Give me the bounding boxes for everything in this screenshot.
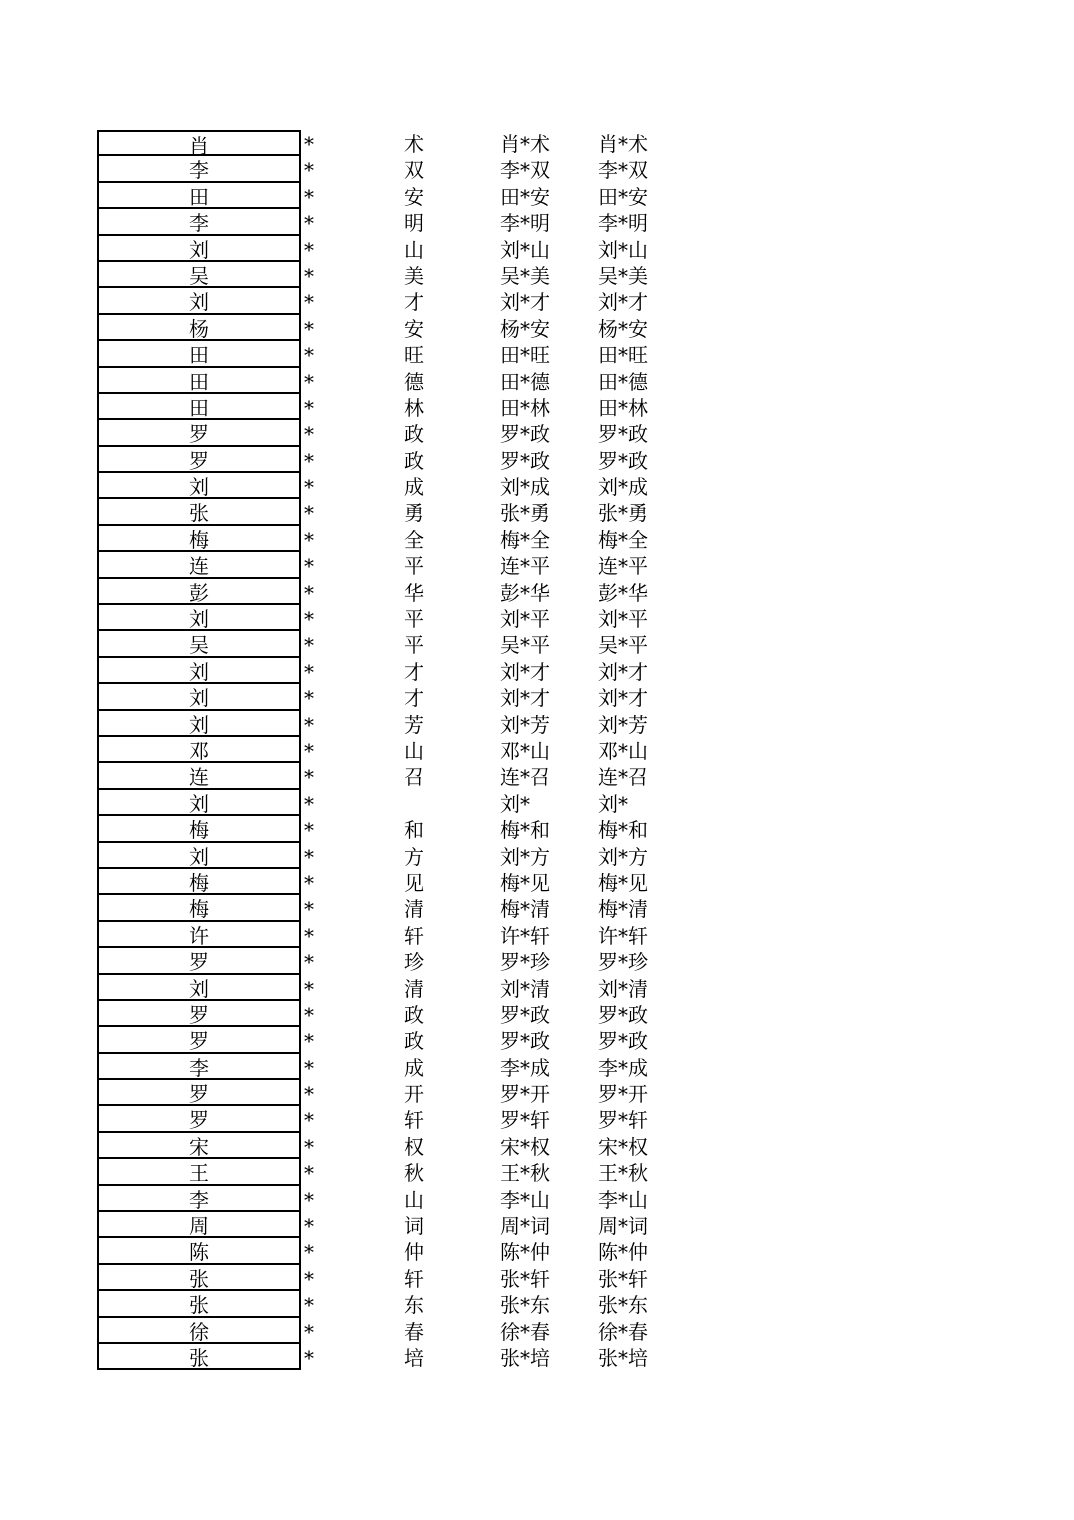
masked-name-b-cell: 陈*仲 <box>598 1240 648 1265</box>
surname-cell: 刘 <box>97 288 301 314</box>
masked-name-a-cell: 吴*平 <box>500 633 550 658</box>
masked-name-a-cell: 刘*方 <box>500 844 550 869</box>
given-name-cell: 山 <box>404 237 424 262</box>
table-row <box>0 288 1074 314</box>
surname-cell: 刘 <box>97 684 301 710</box>
masked-name-b-cell: 张*勇 <box>598 501 648 526</box>
given-name-cell: 全 <box>404 527 424 552</box>
table-row <box>0 684 1074 710</box>
mask-cell: * <box>304 422 314 447</box>
masked-name-b-cell: 梅*全 <box>598 527 648 552</box>
given-name-cell: 平 <box>404 607 424 632</box>
mask-cell: * <box>304 237 314 262</box>
table-row <box>0 368 1074 394</box>
masked-name-b-cell: 罗*轩 <box>598 1108 648 1133</box>
surname-cell: 张 <box>97 1291 301 1317</box>
table-row <box>0 922 1074 948</box>
surname-cell: 罗 <box>97 1001 301 1027</box>
masked-name-a-cell: 田*林 <box>500 395 550 420</box>
masked-name-a-cell: 罗*轩 <box>500 1108 550 1133</box>
mask-cell: * <box>304 738 314 763</box>
table-row <box>0 499 1074 525</box>
mask-cell: * <box>304 1266 314 1291</box>
masked-name-a-cell: 李*成 <box>500 1055 550 1080</box>
given-name-cell: 华 <box>404 580 424 605</box>
masked-name-a-cell: 李*双 <box>500 158 550 183</box>
mask-cell: * <box>304 1108 314 1133</box>
mask-cell: * <box>304 844 314 869</box>
table-row <box>0 1186 1074 1212</box>
table-row <box>0 209 1074 235</box>
mask-cell: * <box>304 976 314 1001</box>
table-row <box>0 1238 1074 1264</box>
mask-cell: * <box>304 1293 314 1318</box>
mask-cell: * <box>304 1240 314 1265</box>
mask-cell: * <box>304 527 314 552</box>
masked-name-b-cell: 刘*才 <box>598 290 648 315</box>
given-name-cell: 东 <box>404 1293 424 1318</box>
table-row <box>0 895 1074 921</box>
table-row <box>0 552 1074 578</box>
masked-name-b-cell: 罗*珍 <box>598 950 648 975</box>
table-row <box>0 236 1074 262</box>
surname-cell: 罗 <box>97 447 301 473</box>
surname-cell: 李 <box>97 209 301 235</box>
masked-name-a-cell: 刘*平 <box>500 607 550 632</box>
masked-name-a-cell: 许*轩 <box>500 923 550 948</box>
mask-cell: * <box>304 1082 314 1107</box>
surname-cell: 邓 <box>97 737 301 763</box>
mask-cell: * <box>304 1345 314 1370</box>
masked-name-a-cell: 罗*开 <box>500 1082 550 1107</box>
masked-name-b-cell: 刘*山 <box>598 237 648 262</box>
table-row <box>0 711 1074 737</box>
mask-cell: * <box>304 1029 314 1054</box>
table-row <box>0 1133 1074 1159</box>
table-row <box>0 526 1074 552</box>
surname-cell: 李 <box>97 1186 301 1212</box>
masked-name-a-cell: 田*旺 <box>500 343 550 368</box>
table-row <box>0 948 1074 974</box>
table-row <box>0 1212 1074 1238</box>
mask-cell: * <box>304 1214 314 1239</box>
table-row <box>0 579 1074 605</box>
masked-name-a-cell: 罗*政 <box>500 1029 550 1054</box>
masked-name-a-cell: 王*秋 <box>500 1161 550 1186</box>
table-row <box>0 975 1074 1001</box>
surname-cell: 刘 <box>97 658 301 684</box>
mask-cell: * <box>304 659 314 684</box>
surname-cell: 罗 <box>97 948 301 974</box>
table-row <box>0 737 1074 763</box>
masked-name-b-cell: 杨*安 <box>598 316 648 341</box>
surname-cell: 田 <box>97 368 301 394</box>
mask-cell: * <box>304 712 314 737</box>
table-row <box>0 1318 1074 1344</box>
table-row <box>0 763 1074 789</box>
masked-name-a-cell: 刘*清 <box>500 976 550 1001</box>
masked-name-b-cell: 徐*春 <box>598 1319 648 1344</box>
given-name-cell: 安 <box>404 316 424 341</box>
masked-name-a-cell: 梅*清 <box>500 897 550 922</box>
masked-name-b-cell: 宋*权 <box>598 1134 648 1159</box>
masked-name-b-cell: 李*明 <box>598 211 648 236</box>
surname-cell: 田 <box>97 394 301 420</box>
masked-name-a-cell: 邓*山 <box>500 738 550 763</box>
given-name-cell: 安 <box>404 184 424 209</box>
masked-name-b-cell: 梅*和 <box>598 818 648 843</box>
masked-name-b-cell: 刘*才 <box>598 686 648 711</box>
masked-name-b-cell: 李*双 <box>598 158 648 183</box>
table-row <box>0 420 1074 446</box>
given-name-cell: 词 <box>404 1214 424 1239</box>
masked-name-b-cell: 田*林 <box>598 395 648 420</box>
mask-cell: * <box>304 1319 314 1344</box>
mask-cell: * <box>304 1187 314 1212</box>
masked-name-b-cell: 刘*才 <box>598 659 648 684</box>
given-name-cell: 旺 <box>404 343 424 368</box>
name-table <box>0 130 1074 1370</box>
given-name-cell: 培 <box>404 1345 424 1370</box>
given-name-cell: 珍 <box>404 950 424 975</box>
masked-name-a-cell: 连*召 <box>500 765 550 790</box>
mask-cell: * <box>304 369 314 394</box>
masked-name-b-cell: 罗*政 <box>598 1029 648 1054</box>
surname-cell: 梅 <box>97 869 301 895</box>
table-row <box>0 1080 1074 1106</box>
given-name-cell: 方 <box>404 844 424 869</box>
masked-name-b-cell: 刘*芳 <box>598 712 648 737</box>
masked-name-b-cell: 刘*平 <box>598 607 648 632</box>
mask-cell: * <box>304 475 314 500</box>
masked-name-a-cell: 张*东 <box>500 1293 550 1318</box>
given-name-cell: 才 <box>404 659 424 684</box>
given-name-cell: 仲 <box>404 1240 424 1265</box>
mask-cell: * <box>304 870 314 895</box>
table-row <box>0 1027 1074 1053</box>
table-row <box>0 631 1074 657</box>
surname-cell: 连 <box>97 763 301 789</box>
mask-cell: * <box>304 897 314 922</box>
surname-cell: 刘 <box>97 790 301 816</box>
table-row <box>0 1054 1074 1080</box>
masked-name-b-cell: 肖*术 <box>598 132 648 156</box>
masked-name-b-cell: 田*德 <box>598 369 648 394</box>
surname-cell: 陈 <box>97 1238 301 1264</box>
masked-name-a-cell: 宋*权 <box>500 1134 550 1159</box>
mask-cell: * <box>304 211 314 236</box>
masked-name-a-cell: 周*词 <box>500 1214 550 1239</box>
masked-name-a-cell: 刘*山 <box>500 237 550 262</box>
surname-cell: 宋 <box>97 1133 301 1159</box>
mask-cell: * <box>304 290 314 315</box>
masked-name-b-cell: 张*培 <box>598 1345 648 1370</box>
masked-name-b-cell: 连*召 <box>598 765 648 790</box>
table-row <box>0 341 1074 367</box>
given-name-cell: 和 <box>404 818 424 843</box>
mask-cell: * <box>304 316 314 341</box>
given-name-cell: 山 <box>404 738 424 763</box>
table-row <box>0 1265 1074 1291</box>
surname-cell: 刘 <box>97 843 301 869</box>
table-row <box>0 183 1074 209</box>
surname-cell: 田 <box>97 183 301 209</box>
table-row <box>0 130 1074 156</box>
surname-cell: 肖 <box>97 130 301 156</box>
surname-cell: 刘 <box>97 473 301 499</box>
given-name-cell: 政 <box>404 1029 424 1054</box>
masked-name-b-cell: 梅*见 <box>598 870 648 895</box>
table-row <box>0 790 1074 816</box>
masked-name-b-cell: 彭*华 <box>598 580 648 605</box>
table-row <box>0 1344 1074 1370</box>
mask-cell: * <box>304 158 314 183</box>
surname-cell: 李 <box>97 156 301 182</box>
masked-name-a-cell: 刘*成 <box>500 475 550 500</box>
mask-cell: * <box>304 580 314 605</box>
given-name-cell: 政 <box>404 1002 424 1027</box>
masked-name-a-cell: 田*德 <box>500 369 550 394</box>
masked-name-a-cell: 刘*才 <box>500 659 550 684</box>
masked-name-a-cell: 梅*见 <box>500 870 550 895</box>
surname-cell: 刘 <box>97 605 301 631</box>
given-name-cell: 芳 <box>404 712 424 737</box>
surname-cell: 连 <box>97 552 301 578</box>
given-name-cell: 清 <box>404 897 424 922</box>
mask-cell: * <box>304 184 314 209</box>
masked-name-b-cell: 张*东 <box>598 1293 648 1318</box>
masked-name-b-cell: 罗*政 <box>598 422 648 447</box>
masked-name-a-cell: 陈*仲 <box>500 1240 550 1265</box>
table-row <box>0 605 1074 631</box>
given-name-cell: 秋 <box>404 1161 424 1186</box>
table-row <box>0 816 1074 842</box>
mask-cell: * <box>304 395 314 420</box>
mask-cell: * <box>304 686 314 711</box>
mask-cell: * <box>304 263 314 288</box>
mask-cell: * <box>304 1055 314 1080</box>
given-name-cell: 开 <box>404 1082 424 1107</box>
table-row <box>0 1001 1074 1027</box>
masked-name-a-cell: 张*勇 <box>500 501 550 526</box>
given-name-cell: 术 <box>404 132 424 156</box>
masked-name-a-cell: 肖*术 <box>500 132 550 156</box>
surname-cell: 张 <box>97 499 301 525</box>
masked-name-b-cell: 罗*政 <box>598 448 648 473</box>
masked-name-a-cell: 罗*政 <box>500 422 550 447</box>
mask-cell: * <box>304 818 314 843</box>
masked-name-a-cell: 罗*珍 <box>500 950 550 975</box>
masked-name-a-cell: 梅*和 <box>500 818 550 843</box>
surname-cell: 梅 <box>97 816 301 842</box>
surname-cell: 吴 <box>97 262 301 288</box>
masked-name-a-cell: 李*明 <box>500 211 550 236</box>
surname-cell: 罗 <box>97 1106 301 1132</box>
given-name-cell: 林 <box>404 395 424 420</box>
mask-cell: * <box>304 950 314 975</box>
table-row <box>0 394 1074 420</box>
masked-name-b-cell: 刘* <box>598 791 628 816</box>
masked-name-b-cell: 刘*方 <box>598 844 648 869</box>
given-name-cell: 春 <box>404 1319 424 1344</box>
mask-cell: * <box>304 554 314 579</box>
given-name-cell: 勇 <box>404 501 424 526</box>
masked-name-b-cell: 罗*政 <box>598 1002 648 1027</box>
surname-cell: 罗 <box>97 420 301 446</box>
masked-name-a-cell: 张*培 <box>500 1345 550 1370</box>
given-name-cell: 权 <box>404 1134 424 1159</box>
table-row <box>0 658 1074 684</box>
table-row <box>0 869 1074 895</box>
table-row <box>0 1291 1074 1317</box>
masked-name-a-cell: 田*安 <box>500 184 550 209</box>
masked-name-a-cell: 徐*春 <box>500 1319 550 1344</box>
given-name-cell: 成 <box>404 1055 424 1080</box>
surname-cell: 田 <box>97 341 301 367</box>
masked-name-b-cell: 张*轩 <box>598 1266 648 1291</box>
masked-name-b-cell: 周*词 <box>598 1214 648 1239</box>
masked-name-b-cell: 李*成 <box>598 1055 648 1080</box>
mask-cell: * <box>304 448 314 473</box>
masked-name-a-cell: 刘*才 <box>500 686 550 711</box>
table-row <box>0 1159 1074 1185</box>
table-row <box>0 1106 1074 1132</box>
mask-cell: * <box>304 343 314 368</box>
masked-name-b-cell: 许*轩 <box>598 923 648 948</box>
surname-cell: 张 <box>97 1344 301 1370</box>
given-name-cell: 平 <box>404 633 424 658</box>
masked-name-b-cell: 吴*美 <box>598 263 648 288</box>
given-name-cell <box>394 790 434 816</box>
surname-cell: 王 <box>97 1159 301 1185</box>
given-name-cell: 才 <box>404 290 424 315</box>
masked-name-b-cell: 连*平 <box>598 554 648 579</box>
given-name-cell: 轩 <box>404 1108 424 1133</box>
mask-cell: * <box>304 607 314 632</box>
mask-cell: * <box>304 633 314 658</box>
mask-cell: * <box>304 765 314 790</box>
masked-name-a-cell: 刘* <box>500 791 530 816</box>
masked-name-a-cell: 杨*安 <box>500 316 550 341</box>
table-row <box>0 315 1074 341</box>
surname-cell: 吴 <box>97 631 301 657</box>
masked-name-b-cell: 刘*成 <box>598 475 648 500</box>
surname-cell: 刘 <box>97 711 301 737</box>
table-row <box>0 262 1074 288</box>
surname-cell: 梅 <box>97 895 301 921</box>
masked-name-b-cell: 刘*清 <box>598 976 648 1001</box>
surname-cell: 杨 <box>97 315 301 341</box>
table-row <box>0 156 1074 182</box>
masked-name-b-cell: 王*秋 <box>598 1161 648 1186</box>
masked-name-b-cell: 李*山 <box>598 1187 648 1212</box>
mask-cell: * <box>304 501 314 526</box>
masked-name-b-cell: 田*旺 <box>598 343 648 368</box>
surname-cell: 李 <box>97 1054 301 1080</box>
given-name-cell: 山 <box>404 1187 424 1212</box>
masked-name-b-cell: 邓*山 <box>598 738 648 763</box>
surname-cell: 彭 <box>97 579 301 605</box>
masked-name-a-cell: 罗*政 <box>500 448 550 473</box>
given-name-cell: 双 <box>404 158 424 183</box>
given-name-cell: 清 <box>404 976 424 1001</box>
given-name-cell: 见 <box>404 870 424 895</box>
masked-name-a-cell: 刘*才 <box>500 290 550 315</box>
masked-name-a-cell: 张*轩 <box>500 1266 550 1291</box>
mask-cell: * <box>304 1002 314 1027</box>
surname-cell: 许 <box>97 922 301 948</box>
masked-name-a-cell: 吴*美 <box>500 263 550 288</box>
surname-cell: 罗 <box>97 1080 301 1106</box>
given-name-cell: 成 <box>404 475 424 500</box>
surname-cell: 梅 <box>97 526 301 552</box>
masked-name-a-cell: 彭*华 <box>500 580 550 605</box>
given-name-cell: 政 <box>404 422 424 447</box>
masked-name-b-cell: 田*安 <box>598 184 648 209</box>
mask-cell: * <box>304 132 314 156</box>
mask-cell: * <box>304 791 314 816</box>
given-name-cell: 才 <box>404 686 424 711</box>
given-name-cell: 德 <box>404 369 424 394</box>
surname-cell: 罗 <box>97 1027 301 1053</box>
surname-cell: 徐 <box>97 1318 301 1344</box>
given-name-cell: 明 <box>404 211 424 236</box>
masked-name-a-cell: 李*山 <box>500 1187 550 1212</box>
table-row <box>0 473 1074 499</box>
given-name-cell: 召 <box>404 765 424 790</box>
table-row <box>0 843 1074 869</box>
masked-name-b-cell: 梅*清 <box>598 897 648 922</box>
masked-name-a-cell: 刘*芳 <box>500 712 550 737</box>
masked-name-a-cell: 梅*全 <box>500 527 550 552</box>
given-name-cell: 轩 <box>404 923 424 948</box>
given-name-cell: 美 <box>404 263 424 288</box>
masked-name-a-cell: 罗*政 <box>500 1002 550 1027</box>
given-name-cell: 平 <box>404 554 424 579</box>
mask-cell: * <box>304 923 314 948</box>
table-row <box>0 447 1074 473</box>
surname-cell: 刘 <box>97 236 301 262</box>
masked-name-b-cell: 罗*开 <box>598 1082 648 1107</box>
surname-cell: 张 <box>97 1265 301 1291</box>
mask-cell: * <box>304 1161 314 1186</box>
surname-cell: 周 <box>97 1212 301 1238</box>
mask-cell: * <box>304 1134 314 1159</box>
masked-name-b-cell: 吴*平 <box>598 633 648 658</box>
surname-cell: 刘 <box>97 975 301 1001</box>
given-name-cell: 政 <box>404 448 424 473</box>
given-name-cell: 轩 <box>404 1266 424 1291</box>
masked-name-a-cell: 连*平 <box>500 554 550 579</box>
